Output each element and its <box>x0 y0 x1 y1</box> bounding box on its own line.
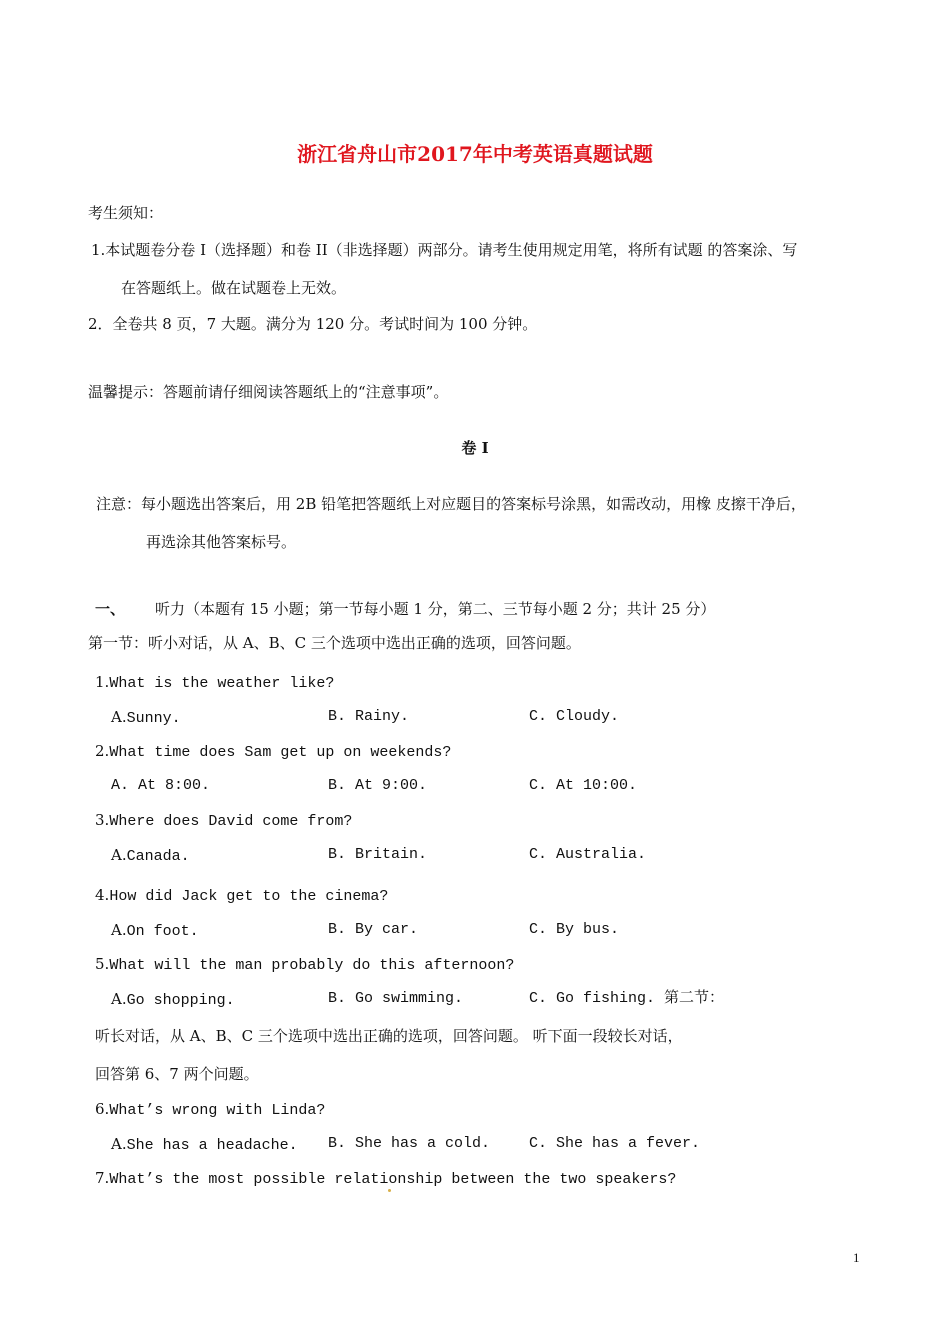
option-letter: A. <box>111 990 127 1008</box>
option-a <box>111 920 199 942</box>
instruction-line-2: 再选涂其他答案标号。 <box>146 533 297 551</box>
question-text: Where does David come from? <box>109 813 353 830</box>
option-c: C. Cloudy. <box>529 708 620 725</box>
option-b: B. Rainy. <box>328 708 410 725</box>
notice-item-1-line-1: 1.本试题卷分卷 I（选择题）和卷 II（非选择题）两部分。请考生使用规定用笔，将所有试题 的答案涂、写 <box>91 241 798 259</box>
question-number: 6. <box>95 1100 110 1118</box>
option-c: C. Go fishing. 第二节： <box>529 990 725 1007</box>
question-1 <box>95 672 334 694</box>
paper-label: 卷 I <box>461 439 489 457</box>
instruction-line-1: 注意：每小题选出答案后，用 2B 铅笔把答题纸上对应题目的答案标号涂黑，如需改动，用橡 皮擦干净后， <box>96 495 806 513</box>
option-b: B. Britain. <box>328 846 428 863</box>
option-text: Sunny. <box>126 710 181 727</box>
section-number: 一、 <box>95 600 126 618</box>
notice-item-1-line-2: 在答题纸上。做在试题卷上无效。 <box>121 279 347 297</box>
part-2-instruction-line-1: 听长对话，从 A、B、C 三个选项中选出正确的选项，回答问题。 听下面一段较长对话， <box>95 1027 683 1045</box>
part-2-instruction-line-2: 回答第 6、7 两个问题。 <box>95 1065 259 1083</box>
question-6 <box>95 1099 325 1121</box>
option-letter: A. <box>111 846 127 864</box>
question-text: What’s wrong with Linda? <box>109 1102 326 1119</box>
question-number: 2. <box>95 742 110 760</box>
option-b: B. At 9:00. <box>328 777 428 794</box>
option-a <box>111 776 210 796</box>
option-text: She has a headache. <box>126 1137 298 1154</box>
question-4 <box>95 885 388 907</box>
option-letter: A. <box>111 921 127 939</box>
warm-tip: 温馨提示：答题前请仔细阅读答题纸上的“注意事项”。 <box>88 383 449 401</box>
question-number: 7. <box>95 1169 110 1187</box>
question-3 <box>95 810 352 832</box>
section-heading: 听力（本题有 15 小题；第一节每小题 1 分，第二、三节每小题 2 分；共计 25 分） <box>155 600 716 618</box>
option-c: C. Australia. <box>529 846 647 863</box>
notice-heading: 考生须知： <box>88 204 164 222</box>
question-number: 4. <box>95 886 110 904</box>
question-text: What time does Sam get up on weekends? <box>109 744 452 761</box>
option-c: C. At 10:00. <box>529 777 638 794</box>
question-5 <box>95 954 514 976</box>
question-number: 1. <box>95 673 110 691</box>
question-7 <box>95 1168 676 1190</box>
notice-item-2: 2．全卷共 8 页，7 大题。满分为 120 分。考试时间为 100 分钟。 <box>88 315 538 333</box>
option-a <box>111 989 235 1011</box>
part-1-instruction: 第一节：听小对话，从 A、B、C 三个选项中选出正确的选项，回答问题。 <box>88 634 581 652</box>
page-title: 浙江省舟山市2017年中考英语真题试题 <box>297 142 653 166</box>
question-number: 5. <box>95 955 110 973</box>
option-text: Canada. <box>126 848 190 865</box>
page-number: 1 <box>853 1250 860 1265</box>
option-letter: A. <box>111 1135 127 1153</box>
option-a <box>111 845 190 867</box>
option-letter: A. <box>111 708 127 726</box>
option-a <box>111 707 181 729</box>
option-b: B. She has a cold. <box>328 1135 491 1152</box>
question-number: 3. <box>95 811 110 829</box>
option-b: B. Go swimming. <box>328 990 464 1007</box>
option-c: C. By bus. <box>529 921 620 938</box>
stray-mark <box>388 1189 391 1192</box>
option-text: At 8:00. <box>129 777 211 794</box>
option-b: B. By car. <box>328 921 419 938</box>
option-c: C. She has a fever. <box>529 1135 701 1152</box>
option-text: Go shopping. <box>126 992 235 1009</box>
option-letter: A. <box>111 777 130 794</box>
question-2 <box>95 741 451 763</box>
option-a <box>111 1134 298 1156</box>
question-text: What will the man probably do this afternoon? <box>109 957 515 974</box>
option-text: On foot. <box>126 923 199 940</box>
question-text: How did Jack get to the cinema? <box>109 888 389 905</box>
question-text: What is the weather like? <box>109 675 335 692</box>
question-text: What’s the most possible relationship between the two speakers? <box>109 1171 677 1188</box>
